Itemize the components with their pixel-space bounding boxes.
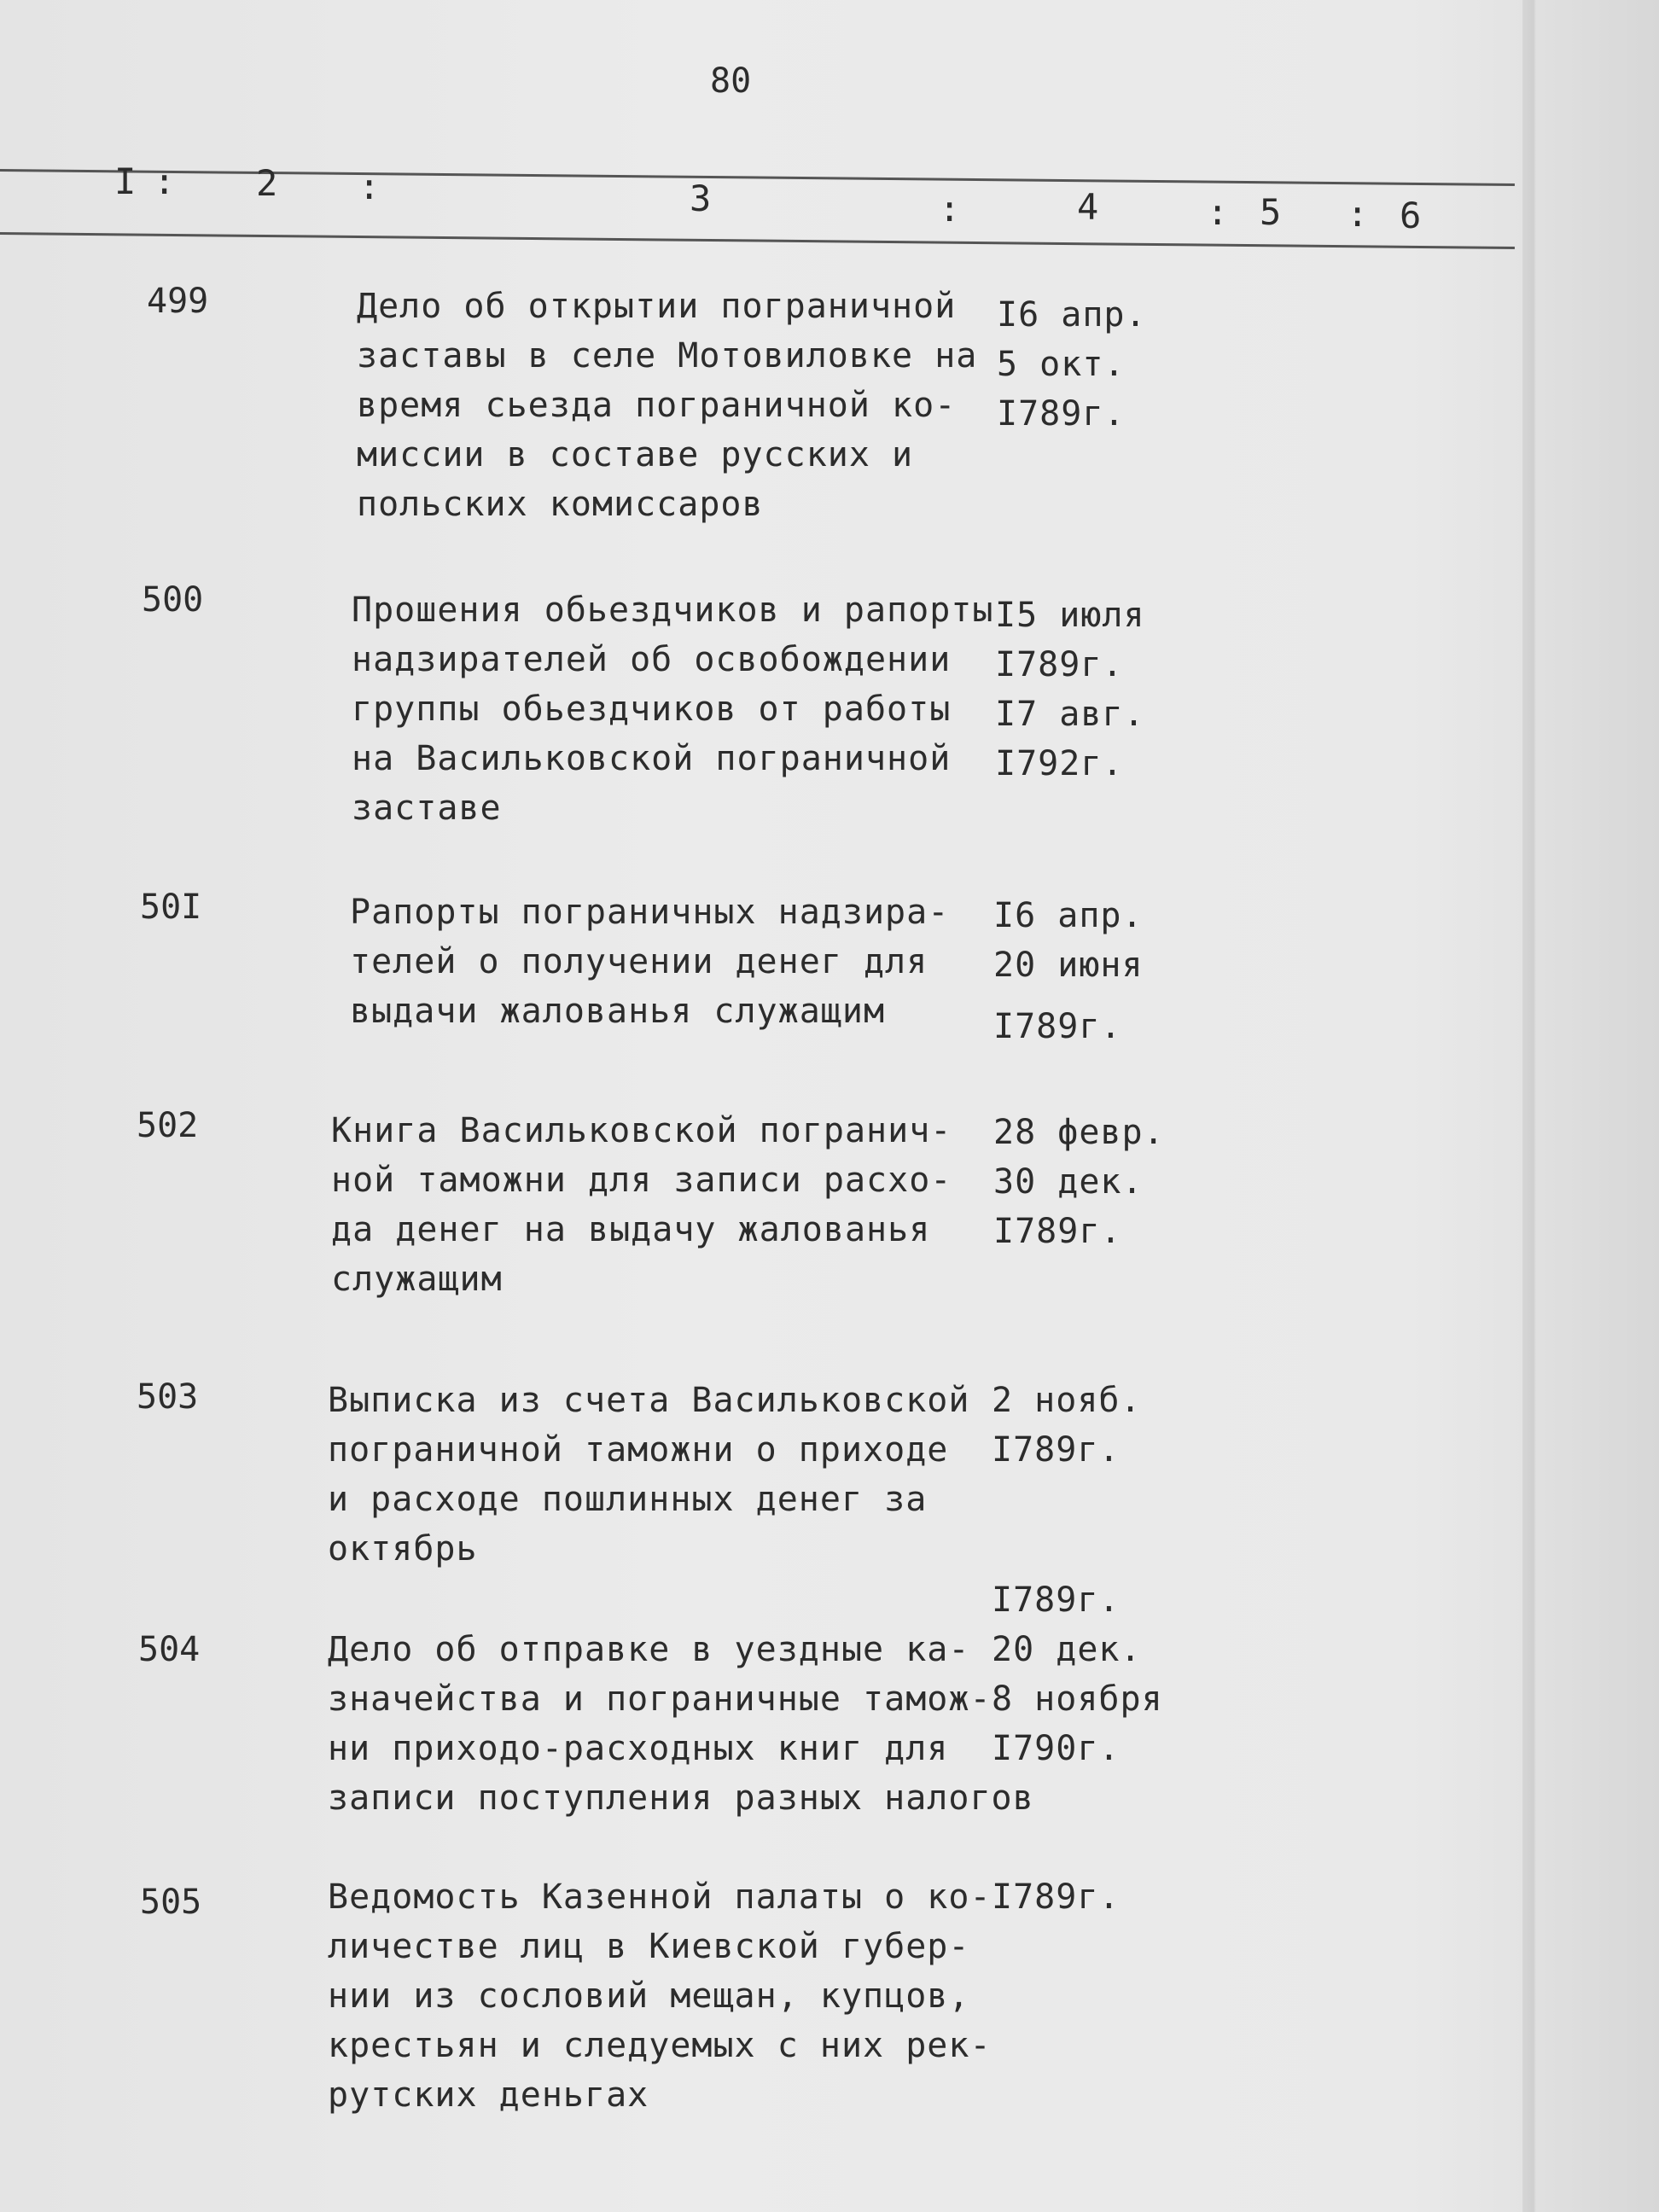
entry-title-line: крестьян и следуемых с них рек- [328,2026,992,2065]
entry-title-line: да денег на выдачу жалованья [331,1210,931,1249]
entry-date: I789г. [995,645,1124,684]
column-1-header: I [114,160,137,202]
entry-date: I789г. [992,1877,1121,1917]
page-edge [1522,0,1659,2212]
entry-number: 502 [137,1106,199,1145]
entry-number: 504 [138,1630,201,1669]
entry-title-line: Дело об открытии пограничной [357,287,957,326]
entry-title-line: служащим [331,1260,503,1299]
column-separator: : [358,166,381,207]
entry-date: I789г. [993,1007,1122,1046]
entry-title-line: миссии в составе русских и [357,435,914,474]
header-top-rule [0,169,1515,186]
column-6-header: 6 [1400,195,1422,236]
entry-date: I7 авг. [995,695,1145,734]
column-4-header: 4 [1077,186,1099,228]
entry-title-line: Ведомость Казенной палаты о ко- [328,1877,992,1917]
entry-title-line: надзирателей об освобождении [352,640,952,679]
entry-number: 503 [137,1377,199,1417]
entry-date: I792г. [995,744,1124,783]
entry-date: 2 нояб. [992,1381,1142,1420]
entry-date: I5 июля [995,596,1145,635]
entry-title-line: группы обьездчиков от работы [352,690,952,729]
entry-title-line: Выписка из счета Васильковской [328,1381,970,1420]
entry-date: 5 окт. [997,345,1126,384]
column-separator: : [154,160,176,202]
entry-title-line: на Васильковской пограничной [352,739,952,778]
entry-number: 505 [140,1883,202,1922]
column-3-header: 3 [690,178,712,219]
entry-title-line: заставы в селе Мотовиловке на [357,336,978,375]
column-2-header: 2 [256,162,278,204]
entry-date: I790г. [992,1729,1121,1768]
entry-date: 20 дек. [992,1630,1142,1669]
entry-title-line: ной таможни для записи расхо- [331,1161,952,1200]
column-5-header: 5 [1260,191,1282,233]
entry-number: 500 [142,580,204,620]
entry-date: I6 апр. [997,295,1147,335]
entry-title-line: польских комиссаров [357,485,764,524]
entry-title-line: время сьезда пограничной ко- [357,386,957,425]
entry-title-line: Прошения обьездчиков и рапорты [352,591,994,630]
entry-title-line: пограничной таможни о приходе [328,1430,949,1470]
entry-title-line: Рапорты пограничных надзира- [350,893,950,932]
entry-title-line: октябрь [328,1529,478,1569]
entry-title-line: рутских деньгах [328,2075,649,2115]
entry-date: I6 апр. [993,896,1144,935]
page-number: 80 [710,61,752,101]
entry-title-line: значейства и пограничные тамож- [328,1679,992,1719]
entry-date: I789г. [992,1580,1121,1620]
column-separator: : [1207,191,1229,233]
entry-title-line: Дело об отправке в уездные ка- [328,1630,970,1669]
header-bottom-rule [0,232,1515,249]
entry-date: I789г. [992,1430,1121,1470]
column-separator: : [939,188,961,230]
entry-date: 30 дек. [993,1162,1144,1202]
entry-number: 50I [140,888,202,927]
entry-date: 8 ноября [992,1679,1163,1719]
entry-title-line: заставе [352,789,502,828]
entry-title-line: телей о получении денег для [350,942,928,981]
entry-number: 499 [147,282,209,321]
entry-date: 20 июня [993,946,1144,985]
entry-title-line: ни приходо-расходных книг для [328,1729,949,1768]
entry-date: I789г. [997,394,1126,434]
entry-date: 28 февр. [993,1113,1165,1152]
entry-date: I789г. [993,1212,1122,1251]
column-separator: : [1347,193,1369,235]
entry-title-line: Книга Васильковской погранич- [331,1111,952,1150]
entry-title-line: и расходе пошлинных денег за [328,1480,928,1519]
entry-title-line: выдачи жалованья служащим [350,992,886,1031]
entry-title-line: записи поступления разных налогов [328,1778,1034,1818]
entry-title-line: личестве лиц в Киевской губер- [328,1927,970,1966]
entry-title-line: нии из сословий мещан, купцов, [328,1976,970,2016]
